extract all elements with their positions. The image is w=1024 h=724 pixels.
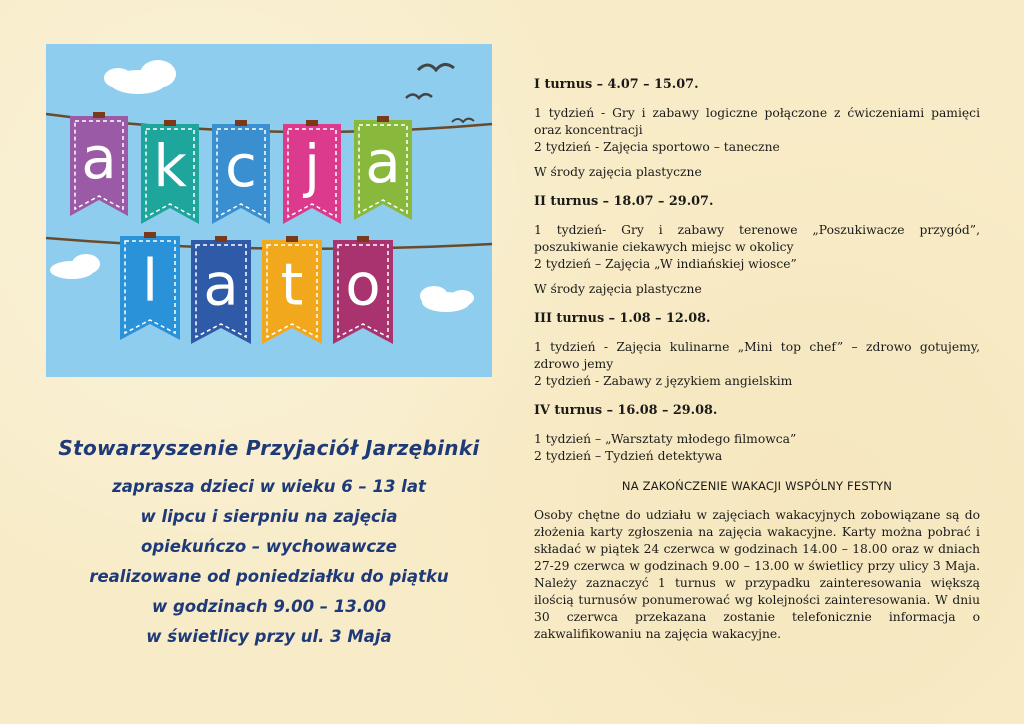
bunting-flag: [333, 236, 393, 344]
akcja-lato-banner: [46, 44, 492, 377]
clothespin-icon: [215, 236, 227, 242]
invitation-line: opiekuńczo – wychowawcze: [141, 537, 397, 556]
schedule-column: [534, 76, 980, 643]
bunting-flag: [120, 232, 180, 340]
turnus-heading: I turnus – 4.07 – 15.07.: [534, 77, 699, 92]
turnus-heading: II turnus – 18.07 – 29.07.: [534, 194, 714, 209]
week-2-activity: 2 tydzień - Zabawy z językiem angielskim: [534, 374, 793, 388]
flag-letter: t: [280, 250, 304, 319]
clothespin-icon: [93, 112, 105, 118]
clothespin-icon: [164, 120, 176, 126]
organization-name: Stowarzyszenie Przyjaciół Jarzębinki: [58, 436, 480, 460]
flag-letter: j: [303, 132, 321, 200]
festival-announcement: NA ZAKOŃCZENIE WAKACJI WSPÓLNY FESTYN: [621, 479, 893, 493]
week-1-activity: 1 tydzień - Gry i zabawy logiczne połączone z ćwiczeniami pamięci oraz koncentracji: [534, 106, 980, 137]
registration-info: Osoby chętne do udziału w zajęciach wakacyjnych zobowiązane są do złożenia karty zgłoszenia na zajęcia wakacyjne. Karty można pobrać i składać w piątek 24 czerwca w godzinach 14.00 – 18.00 oraz w dniach 27-29 czerwca w godzinach 9.00 – 13.00 w świetlicy przy ulicy 3 Maja. Należy zaznaczyć 1 turnus w przypadku zainteresowania większą ilością turnusów ponumerować wg kolejności zainteresowania. W dniu 30 czerwca przekazana zostanie telefonicznie informacja o zakwalifikowaniu na zajęcia wakacyjne.: [534, 508, 980, 641]
flag-letter: a: [365, 128, 401, 196]
clothespin-icon: [144, 232, 156, 238]
invitation-line: w lipcu i sierpniu na zajęcia: [140, 507, 398, 526]
invitation-text: [46, 436, 492, 652]
week-2-activity: 2 tydzień - Zajęcia sportowo – taneczne: [534, 140, 780, 154]
flag-letter: c: [225, 132, 257, 200]
clothespin-icon: [286, 236, 298, 242]
invitation-line: w świetlicy przy ul. 3 Maja: [146, 627, 392, 646]
week-1-activity: 1 tydzień - Zajęcia kulinarne „Mini top chef” – zdrowo gotujemy, zdrowo jemy: [534, 340, 980, 371]
turnus-heading: III turnus – 1.08 – 12.08.: [534, 311, 711, 326]
clothespin-icon: [235, 120, 247, 126]
clothespin-icon: [357, 236, 369, 242]
week-1-activity: 1 tydzień – „Warsztaty młodego filmowca”: [534, 432, 797, 446]
turnus-heading: IV turnus – 16.08 – 29.08.: [534, 403, 718, 418]
wednesday-note: W środy zajęcia plastyczne: [534, 282, 702, 296]
invitation-line: w godzinach 9.00 – 13.00: [152, 597, 386, 616]
clothespin-icon: [306, 120, 318, 126]
flag-letter: k: [153, 132, 187, 200]
flag-letter: a: [81, 124, 117, 192]
flag-letter: a: [203, 250, 239, 319]
bunting-flag: [191, 236, 251, 344]
week-1-activity: 1 tydzień- Gry i zabawy terenowe „Poszukiwacze przygód”, poszukiwanie ciekawych miejsc w okolicy: [534, 223, 980, 254]
bunting-flag: [262, 236, 322, 344]
clothespin-icon: [377, 116, 389, 122]
wednesday-note: W środy zajęcia plastyczne: [534, 165, 702, 179]
flag-letter: o: [345, 250, 381, 319]
invitation-line: realizowane od poniedziałku do piątku: [89, 567, 449, 586]
invitation-line: zaprasza dzieci w wieku 6 – 13 lat: [112, 477, 426, 496]
week-2-activity: 2 tydzień – Tydzień detektywa: [534, 449, 723, 463]
flag-letter: l: [141, 246, 159, 315]
week-2-activity: 2 tydzień – Zajęcia „W indiańskiej wiosce”: [534, 257, 797, 271]
